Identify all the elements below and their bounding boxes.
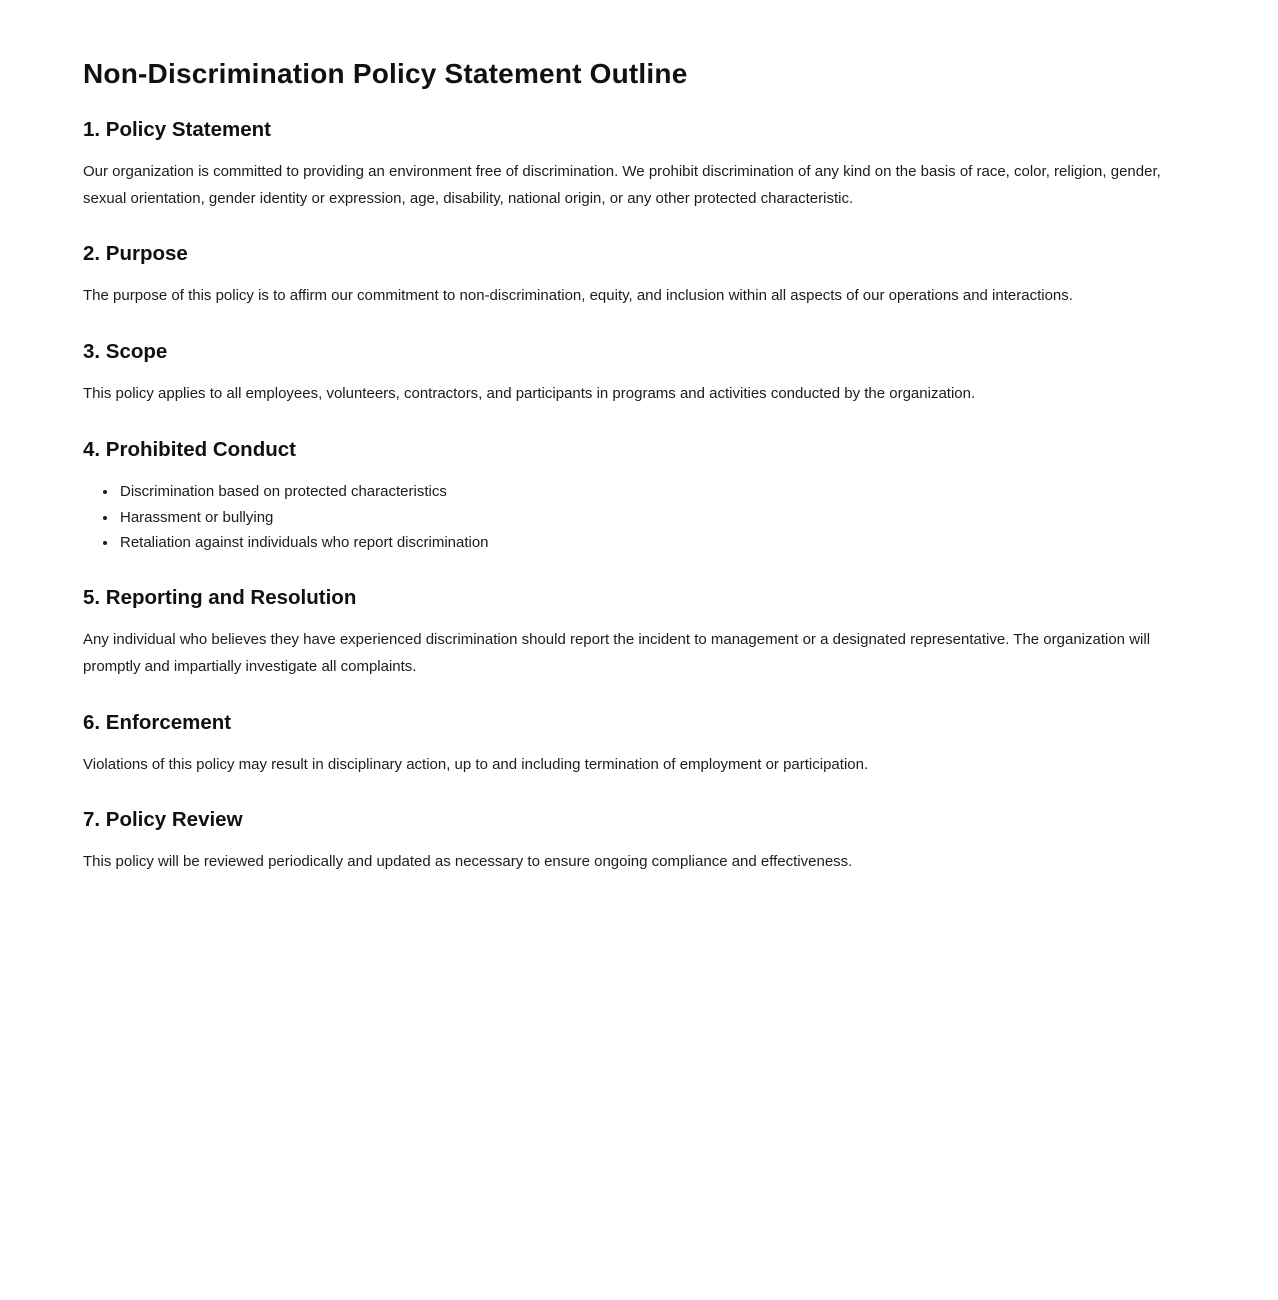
section-paragraph-policy-statement: Our organization is committed to providing an environment free of discrimination. We prohibit discrimination of any kind on the basis of race, color, religion, gender, sexual orientation, gender identity or expression, age, disability, national origin, or any other protected characteristic. bbox=[83, 163, 1161, 207]
section-enforcement bbox=[83, 711, 1195, 779]
section-scope bbox=[83, 340, 1195, 408]
list-item: • Retaliation against individuals who report discrimination bbox=[118, 530, 1183, 556]
section-heading-policy-statement: 1. Policy Statement bbox=[83, 118, 271, 141]
section-policy-review bbox=[83, 808, 1195, 876]
section-policy-statement bbox=[83, 118, 1195, 212]
section-heading-reporting-resolution: 5. Reporting and Resolution bbox=[83, 586, 357, 610]
list-item: • Harassment or bullying bbox=[118, 505, 1183, 531]
section-prohibited-conduct bbox=[83, 438, 1195, 556]
section-paragraph-purpose: The purpose of this policy is to affirm our commitment to non-discrimination, equity, and inclusion within all aspects of our operations and interactions. bbox=[83, 287, 1073, 305]
list-item: • Discrimination based on protected characteristics bbox=[118, 479, 1183, 505]
section-paragraph-scope: This policy applies to all employees, volunteers, contractors, and participants in programs and activities conducted by the organization. bbox=[83, 385, 976, 403]
document-title: Non-Discrimination Policy Statement Outline bbox=[83, 58, 688, 89]
section-heading-enforcement: 6. Enforcement bbox=[83, 710, 232, 734]
prohibited-conduct-list bbox=[83, 479, 1183, 556]
section-heading-scope: 3. Scope bbox=[83, 340, 168, 364]
section-paragraph-policy-review: This policy will be reviewed periodically and updated as necessary to ensure ongoing compliance and effectiveness. bbox=[83, 853, 853, 871]
section-reporting-resolution bbox=[83, 586, 1195, 680]
section-heading-purpose: 2. Purpose bbox=[83, 242, 188, 266]
section-heading-prohibited-conduct: 4. Prohibited Conduct bbox=[83, 437, 296, 461]
section-heading-policy-review: 7. Policy Review bbox=[83, 808, 243, 832]
section-paragraph-reporting-resolution: Any individual who believes they have experienced discrimination should report the incident to management or a designated representative. The organization will promptly and impartially investigate all complaints. bbox=[83, 631, 1151, 675]
section-paragraph-enforcement: Violations of this policy may result in disciplinary action, up to and including termination of employment or participation. bbox=[83, 755, 869, 773]
section-purpose bbox=[83, 242, 1195, 310]
